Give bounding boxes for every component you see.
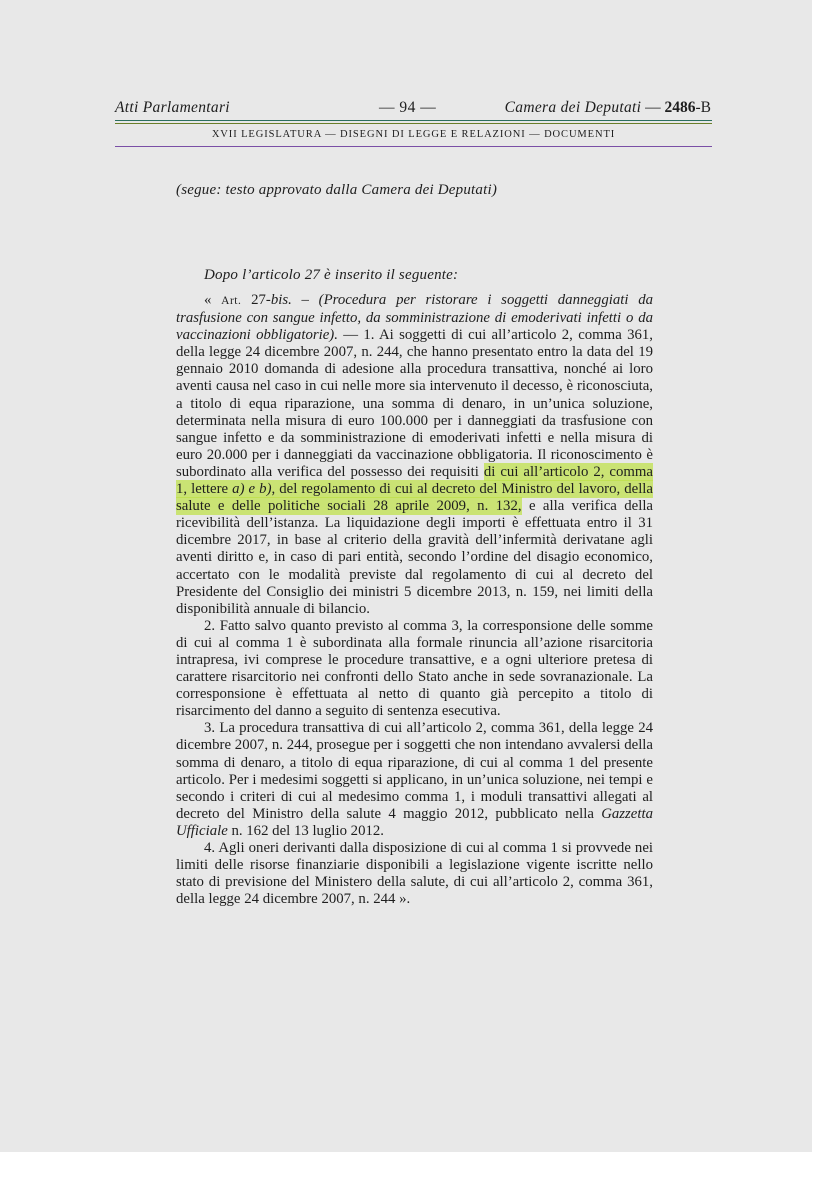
article-title: (Procedura per ristorare i soggetti danneggiati da trasfusione con sangue infetto, da somministrazione di emoderivati infetti o da vaccinazioni obbligatorie). [176, 292, 653, 344]
header-doc-suffix: -B [695, 99, 711, 116]
art-dash: – [291, 292, 319, 308]
header-house-doc [505, 99, 711, 117]
header-house: Camera dei Deputati [504, 99, 642, 116]
header-rule-top [115, 120, 712, 121]
article-paragraph-1 [176, 292, 653, 618]
art-number: 27- [241, 292, 271, 308]
legislature-subheader: XVII LEGISLATURA — DISEGNI DI LEGGE E RELAZIONI — DOCUMENTI [211, 129, 616, 140]
art-label: Art. [221, 295, 242, 307]
highlight-part-2: , del regolamento di cui al decreto del Ministro del lavoro, della salute e delle politiche sociali 28 aprile 2009, n. 132, [176, 481, 653, 515]
art-bis: bis. [270, 292, 292, 308]
article-paragraph-2: 2. Fatto salvo quanto previsto al comma 3, la corresponsione delle somme di cui al comma 1 è subordinata alla formale rinuncia all’azione risarcitoria intrapresa, ivi comprese le procedure transattive, e a ogni ulteriore pretesa di carattere risarcitorio nei confronti dello Stato anche in sede sovranazionale. La corresponsione è effettuata al netto di quanto già percepito a titolo di risarcimento del danno a seguito di sentenza esecutiva. [176, 617, 653, 720]
paragraph-3-text-b: n. 162 del 13 luglio 2012. [227, 822, 384, 839]
header-separator: — [641, 99, 665, 116]
highlight-letter-b: b) [259, 481, 272, 498]
highlight-conj: e [244, 481, 260, 498]
header-doc-number: 2486 [664, 99, 696, 116]
gazzetta-ufficiale: Gazzetta Ufficiale [176, 805, 653, 839]
header-page-number: — 94 — [379, 99, 437, 116]
paragraph-1-text-a: — 1. Ai soggetti di cui all’articolo 2, comma 361, della legge 24 dicembre 2007, n. 244, che hanno presentato entro la data del 19 gennaio 2010 domanda di adesione alla procedura transattiva, nonché ai loro aventi causa nel caso in cui nelle more sia intervenuto il decesso, è riconosciuta, a titolo di equa riparazione, una somma di denaro, in un’unica soluzione, determinata nella misura di euro 100.000 per i danneggiati da trasfusione con sangue infetto e da somministrazione di emoderivati infetti e nella misura di euro 20.000 per i danneggiati da vaccinazione obbligatoria. Il riconoscimento è subordinato alla verifica del possesso dei requisiti [176, 327, 653, 480]
article-paragraph-4: 4. Agli oneri derivanti dalla disposizione di cui al comma 1 si provvede nei limiti delle risorse finanziarie disponibili a legislazione vigente iscritte nello stato di previsione del Ministero della salute, di cui all’articolo 2, comma 361, della legge 24 dicembre 2007, n. 244 ». [176, 840, 653, 908]
paragraph-1-text-b: e alla verifica della ricevibilità dell’istanza. La liquidazione degli importi è effettuata entro il 31 dicembre 2017, in base al criterio della gravità dell’infermità derivatane agli aventi diritto e, in caso di pari entità, secondo l’ordine del disagio economico, accertato con le modalità previste dal regolamento di cui al decreto del Presidente del Consiglio dei ministri 5 dicembre 2013, n. 159, nei limiti della disponibilità annuale di bilancio. [176, 498, 654, 617]
highlight-letter-a: a) [232, 481, 245, 498]
running-header [115, 99, 711, 121]
paragraph-3-text-a: 3. La procedura transattiva di cui all’articolo 2, comma 361, della legge 24 dicembre 2007, n. 244, prosegue per i soggetti che non intendano avvalersi della somma di denaro, a titolo di equa riparazione, di cui al comma 1 del presente articolo. Per i medesimi soggetti si applicano, in un’unica soluzione, nei tempi e secondo i criteri di cui al medesimo comma 1, i moduli transattivi allegati al decreto del Ministro della salute 4 maggio 2012, pubblicato nella [176, 720, 653, 822]
header-rule-bottom [115, 146, 712, 147]
article-paragraph-3 [176, 720, 653, 840]
header-atti-parlamentari: Atti Parlamentari [115, 99, 230, 116]
article-body [176, 292, 653, 908]
intro-line: Dopo l’articolo 27 è inserito il seguente: [204, 267, 459, 283]
segue-note: (segue: testo approvato dalla Camera dei Deputati) [176, 182, 498, 198]
header-rule-middle [115, 123, 712, 124]
highlight-part-1: di cui all’articolo 2, comma 1, lettere [176, 463, 653, 498]
open-quote: « [204, 292, 222, 308]
